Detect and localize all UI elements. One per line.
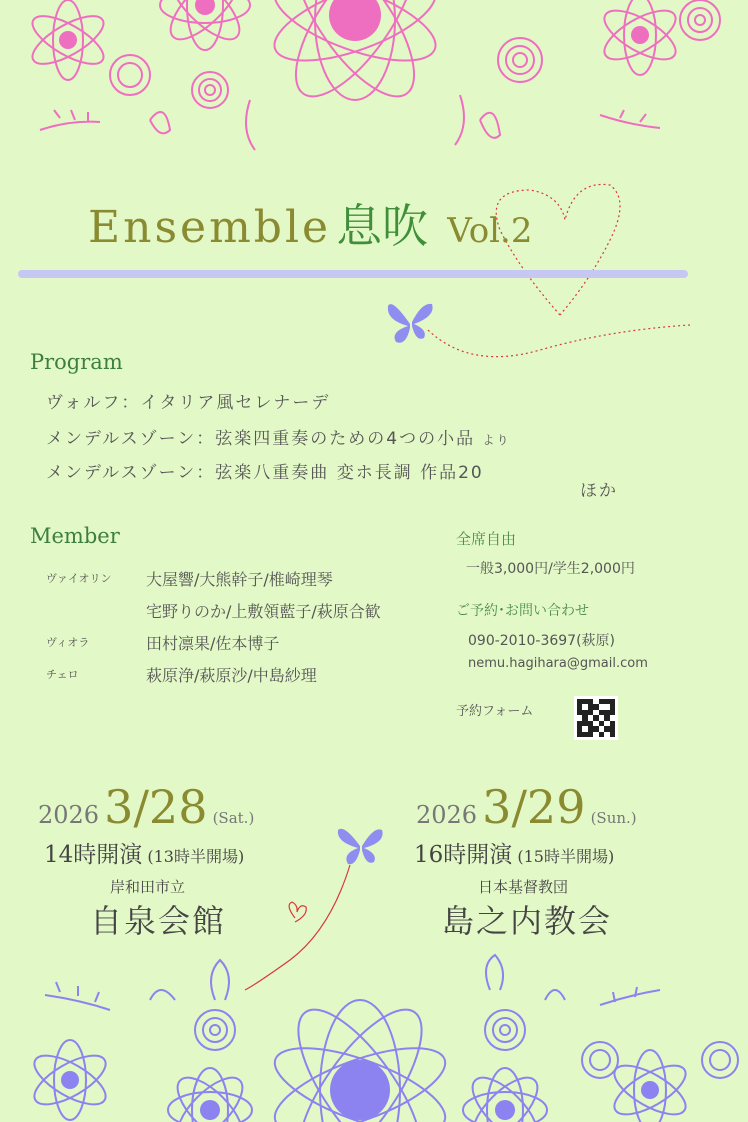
contact-phone[interactable]: 090-2010-3697(萩原)	[468, 633, 616, 649]
concert-time	[44, 836, 244, 869]
title-ensemble: Ensemble	[88, 202, 332, 253]
concert-weekday: (Sat.)	[212, 809, 255, 827]
venue-organization: 日本基督教団	[478, 878, 569, 896]
program-item: ヴォルフ：イタリア風セレナーデ	[46, 393, 331, 413]
ticket-price: 一般3,000円/学生2,000円	[466, 561, 635, 577]
member-names: 大屋響/大熊幹子/椎崎理琴	[146, 570, 333, 589]
concert-year: 2026	[416, 801, 478, 829]
concert-time	[414, 836, 614, 869]
member-role: チェロ	[46, 668, 79, 681]
event-title	[88, 190, 532, 256]
flower-border-top	[0, 0, 748, 160]
doors-time: (13時半開場)	[147, 847, 245, 866]
member-names: 田村凛果/佐本博子	[146, 634, 280, 653]
butterfly-icon	[334, 824, 386, 868]
program-item-suffix: より	[482, 433, 511, 447]
butterfly-icon	[384, 296, 436, 348]
concert-year: 2026	[38, 801, 100, 829]
qr-code[interactable]	[574, 696, 618, 740]
member-heading: Member	[30, 524, 120, 548]
program-item-text: メンデルスゾーン：弦楽四重奏のための4つの小品	[46, 429, 476, 449]
start-time: 16時開演	[414, 842, 513, 868]
concert-date	[416, 780, 637, 834]
concert-day-number: 3/29	[482, 780, 586, 834]
admission-heading: 全席自由	[456, 530, 517, 548]
concert-day-number: 3/28	[104, 780, 208, 834]
venue-name: 島之内教会	[442, 902, 613, 940]
program-others: ほか	[580, 481, 618, 501]
contact-email[interactable]: nemu.hagihara@gmail.com	[468, 656, 648, 671]
program-item	[46, 424, 511, 449]
title-vol: Vol.2	[447, 211, 533, 251]
member-names: 萩原浄/萩原沙/中島紗理	[146, 666, 317, 685]
title-underline	[18, 270, 688, 278]
contact-heading: ご予約･お問い合わせ	[456, 603, 589, 619]
concert-date	[38, 780, 254, 834]
title-ibuki: 息吹	[336, 199, 429, 253]
venue-organization: 岸和田市立	[110, 878, 186, 896]
doors-time: (15時半開場)	[517, 847, 615, 866]
reservation-form-label: 予約フォーム	[456, 704, 534, 719]
venue-name: 自泉会館	[90, 902, 227, 940]
program-heading: Program	[30, 350, 123, 374]
program-item: メンデルスゾーン：弦楽八重奏曲 変ホ長調 作品20	[46, 463, 484, 483]
member-names: 宅野りのか/上敷領藍子/萩原合歓	[146, 602, 381, 621]
concert-weekday: (Sun.)	[590, 809, 637, 827]
start-time: 14時開演	[44, 842, 143, 868]
member-role: ヴィオラ	[46, 636, 90, 649]
member-role: ヴァイオリン	[46, 572, 112, 585]
